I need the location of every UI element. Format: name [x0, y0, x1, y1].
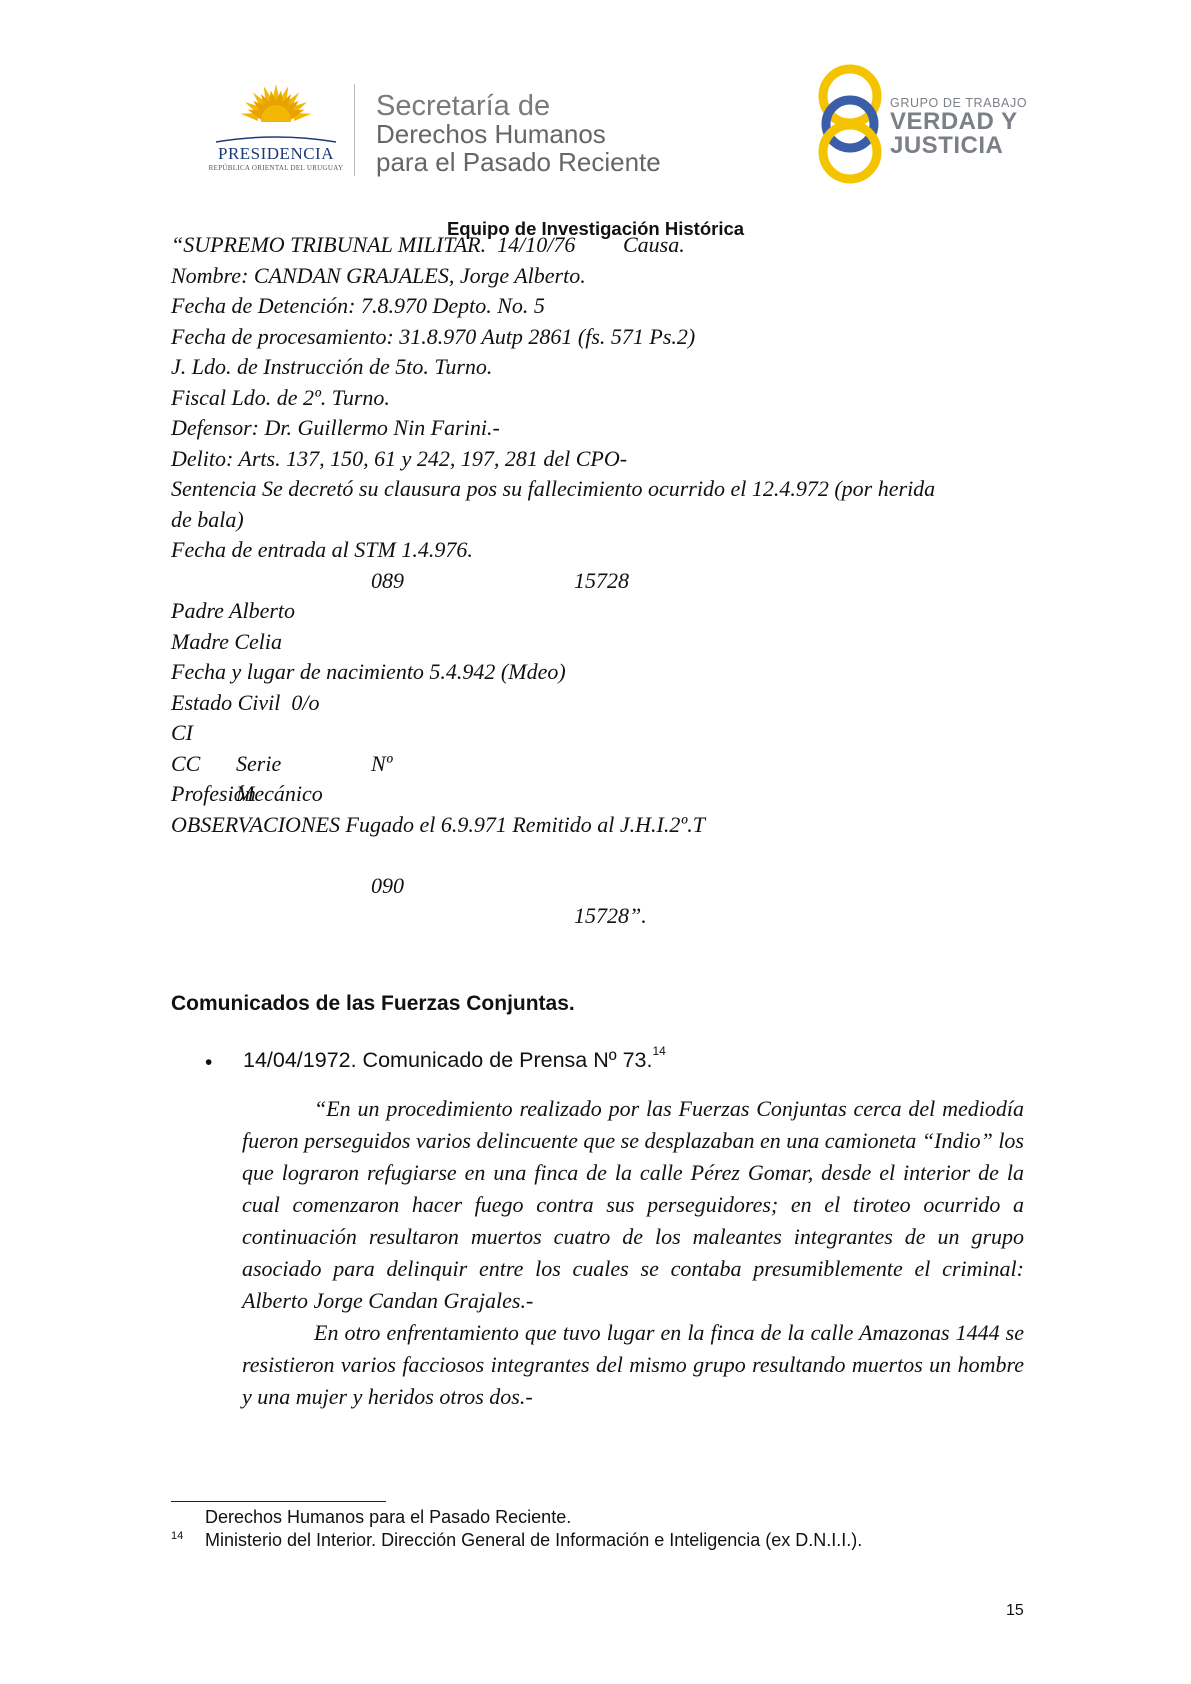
- header-divider: [354, 84, 355, 176]
- quote-paragraph-2: En otro enfrentamiento que tuvo lugar en la finca de la calle Amazonas 1444 se resistieron varios facciosos integrantes del mismo grupo resultando muertos un hombre y una mujer y heridos otros dos.-: [242, 1320, 1024, 1409]
- linked-rings-logo-icon: [812, 62, 888, 186]
- record-line: OBSERVACIONES Fugado el 6.9.971 Remitido al J.H.I.2º.T: [171, 811, 705, 837]
- vj-line-2: VERDAD Y: [890, 108, 1018, 135]
- record-line: Estado Civil 0/o: [171, 689, 320, 715]
- record-line: Fecha y lugar de nacimiento 5.4.942 (Mdeo): [171, 659, 566, 684]
- record-line: Profesión: [171, 781, 256, 806]
- bullet-item-text: 14/04/1972. Comunicado de Prensa Nº 73.: [243, 1048, 653, 1073]
- secretaria-line-2: Derechos Humanos: [376, 119, 606, 149]
- record-line: Padre Alberto: [171, 598, 296, 623]
- record-line-field: 089: [371, 567, 404, 593]
- secretaria-logo-text: [376, 92, 661, 176]
- record-line: Fecha de procesamiento: 31.8.970 Autp 2861 (fs. 571 Ps.2): [171, 323, 696, 349]
- footnote-separator: [171, 1501, 386, 1502]
- record-line-number: 15728: [574, 567, 629, 593]
- record-line-field: Causa.: [623, 232, 685, 257]
- verdad-justicia-logo-text: [890, 96, 1027, 158]
- record-line: CC: [171, 750, 201, 776]
- record-line: de bala): [171, 506, 244, 532]
- footnote-number: 14: [171, 1530, 184, 1542]
- quoted-communique: [242, 1093, 1024, 1413]
- record-line: Delito: Arts. 137, 150, 61 y 242, 197, 281 del CPO-: [171, 445, 628, 471]
- record-line: CI: [171, 720, 193, 745]
- record-line: Fecha de entrada al STM 1.4.976.: [171, 537, 473, 562]
- record-line: Sentencia Se decretó su clausura pos su fallecimiento ocurrido el 12.4.972 (por herida: [171, 476, 936, 501]
- record-line: Fecha de Detención: 7.8.970 Depto. No. 5: [171, 293, 545, 318]
- record-line-field: Nº: [371, 750, 393, 776]
- record-line: Nombre: CANDAN GRAJALES, Jorge Alberto.: [171, 262, 586, 288]
- record-line: Fiscal Ldo. de 2º. Turno.: [171, 384, 390, 410]
- page-number: 15: [1006, 1602, 1024, 1619]
- record-line: Defensor: Dr. Guillermo Nin Farini.-: [171, 415, 500, 440]
- section-heading: Comunicados de las Fuerzas Conjuntas.: [171, 992, 575, 1015]
- bullet-icon: •: [205, 1051, 213, 1074]
- record-line: Madre Celia: [171, 628, 282, 654]
- vj-line-3: JUSTICIA: [890, 132, 1004, 159]
- footnote-14-text: Ministerio del Interior. Dirección General de Información e Inteligencia (ex D.N.I.I.).: [205, 1530, 863, 1550]
- record-line-value: Serie: [236, 750, 282, 776]
- record-line: J. Ldo. de Instrucción de 5to. Turno.: [171, 354, 493, 379]
- record-line-field: 090: [371, 872, 404, 898]
- footnote-continuation: Derechos Humanos para el Pasado Reciente.: [205, 1507, 572, 1527]
- secretaria-line-1: Secretaría de: [376, 90, 551, 122]
- presidencia-subtitle: REPÚBLICA ORIENTAL DEL URUGUAY: [208, 164, 344, 172]
- record-line: “SUPREMO TRIBUNAL MILITAR. 14/10/76: [171, 232, 576, 257]
- vj-line-1: GRUPO DE TRABAJO: [890, 96, 1028, 110]
- secretaria-line-3: para el Pasado Reciente: [376, 147, 661, 177]
- quote-paragraph-1: “En un procedimiento realizado por las Fuerzas Conjuntas cerca del mediodía fueron perseguidos varios delincuente que se desplazaban en una camioneta “Indio” los que lograron refugiarse en una finca de la calle Pérez Gomar, desde el interior de la cual comenzaron hacer fuego contra sus perseguidores; en el tiroteo ocurrido a continuación resultaron muertos cuatro de los maleantes integrantes de un grupo asociado para delinquir entre los cuales se contaba presumiblemente el criminal: Alberto Jorge Candan Grajales.-: [242, 1096, 1024, 1313]
- presidencia-label: PRESIDENCIA: [217, 144, 334, 163]
- record-line-value: Mecánico: [236, 781, 323, 806]
- document-header-title: Equipo de Investigación Histórica: [446, 218, 745, 239]
- footnote-ref[interactable]: 14: [652, 1044, 666, 1058]
- record-line-number: 15728”.: [574, 903, 647, 928]
- bullet-item: [243, 1044, 666, 1073]
